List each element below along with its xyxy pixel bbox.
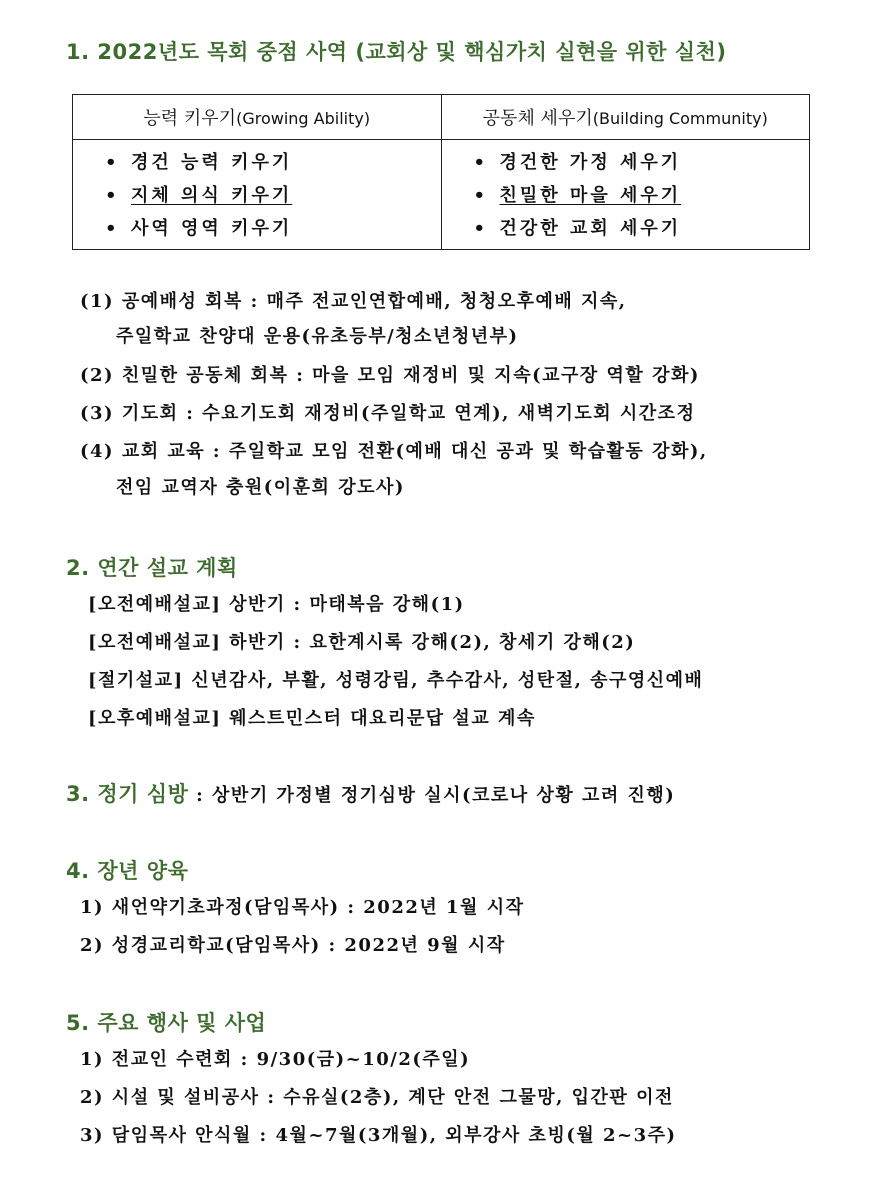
section1-item-4: (4) 교회 교육 : 주일학교 모임 전환(예배 대신 공과 및 학습활동 강화),	[80, 441, 708, 462]
section5-item-3: 3) 담임목사 안식월 : 4월~7월(3개월), 외부강사 초빙(월 2~3주)	[80, 1125, 677, 1146]
section3-text: : 상반기 가정별 정기심방 실시(코로나 상황 고려 진행)	[188, 785, 676, 806]
section2-item-2: [오전예배설교] 하반기 : 요한계시록 강해(2), 창세기 강해(2)	[88, 632, 636, 653]
section1-item-3: (3) 기도회 : 수요기도회 재정비(주일학교 연계), 새벽기도회 시간조정	[80, 403, 696, 424]
table-header-growing: 능력 키우기(Growing Ability)	[73, 95, 442, 140]
section3-heading: 3. 정기 심방	[66, 782, 189, 806]
section2-item-4: [오후예배설교] 웨스트민스터 대요리문답 설교 계속	[88, 708, 536, 729]
section2-item-3: [절기설교] 신년감사, 부활, 성령강림, 추수감사, 성탄절, 송구영신예배	[88, 670, 704, 691]
section4-item-2: 2) 성경교리학교(담임목사) : 2022년 9월 시작	[80, 935, 506, 956]
section1-item-4-cont: 전임 교역자 충원(이훈희 강도사)	[116, 477, 405, 498]
section1-item-1-cont: 주일학교 찬양대 운용(유초등부/청소년청년부)	[116, 326, 519, 347]
section5-item-1: 1) 전교인 수련회 : 9/30(금)~10/2(주일)	[80, 1049, 471, 1070]
section4-item-1: 1) 새언약기초과정(담임목사) : 2022년 1월 시작	[80, 897, 525, 918]
section4-heading: 4. 장년 양육	[66, 859, 189, 883]
section1-title: 1. 2022년도 목회 중점 사역	[66, 40, 348, 64]
section2-item-1: [오전예배설교] 상반기 : 마태복음 강해(1)	[88, 594, 465, 615]
list-item: • 경건 능력 키우기	[105, 152, 293, 173]
table-cell-growing	[73, 140, 442, 250]
table-header-building: 공동체 세우기(Building Community)	[441, 95, 810, 140]
section1-heading	[66, 36, 726, 66]
list-item: • 친밀한 마을 세우기	[473, 185, 682, 206]
list-item: • 건강한 교회 세우기	[473, 218, 682, 239]
section1-item-1: (1) 공예배성 회복 : 매주 전교인연합예배, 청청오후예배 지속,	[80, 291, 627, 312]
table-cell-building	[441, 140, 810, 250]
section1-title-rest: (교회상 및 핵심가치 실현을 위한 실천)	[355, 40, 727, 64]
section5-heading: 5. 주요 행사 및 사업	[66, 1011, 267, 1035]
list-item: • 사역 영역 키우기	[105, 218, 293, 239]
section1-item-2: (2) 친밀한 공동체 회복 : 마을 모임 재정비 및 지속(교구장 역할 강화)	[80, 365, 700, 386]
section2-heading: 2. 연간 설교 계획	[66, 556, 238, 580]
section3-row	[66, 779, 675, 811]
ministry-focus-table	[72, 94, 810, 250]
section5-item-2: 2) 시설 및 설비공사 : 수유실(2층), 계단 안전 그물망, 입간판 이전	[80, 1087, 674, 1108]
list-item: • 경건한 가정 세우기	[473, 152, 682, 173]
list-item: • 지체 의식 키우기	[105, 185, 293, 206]
